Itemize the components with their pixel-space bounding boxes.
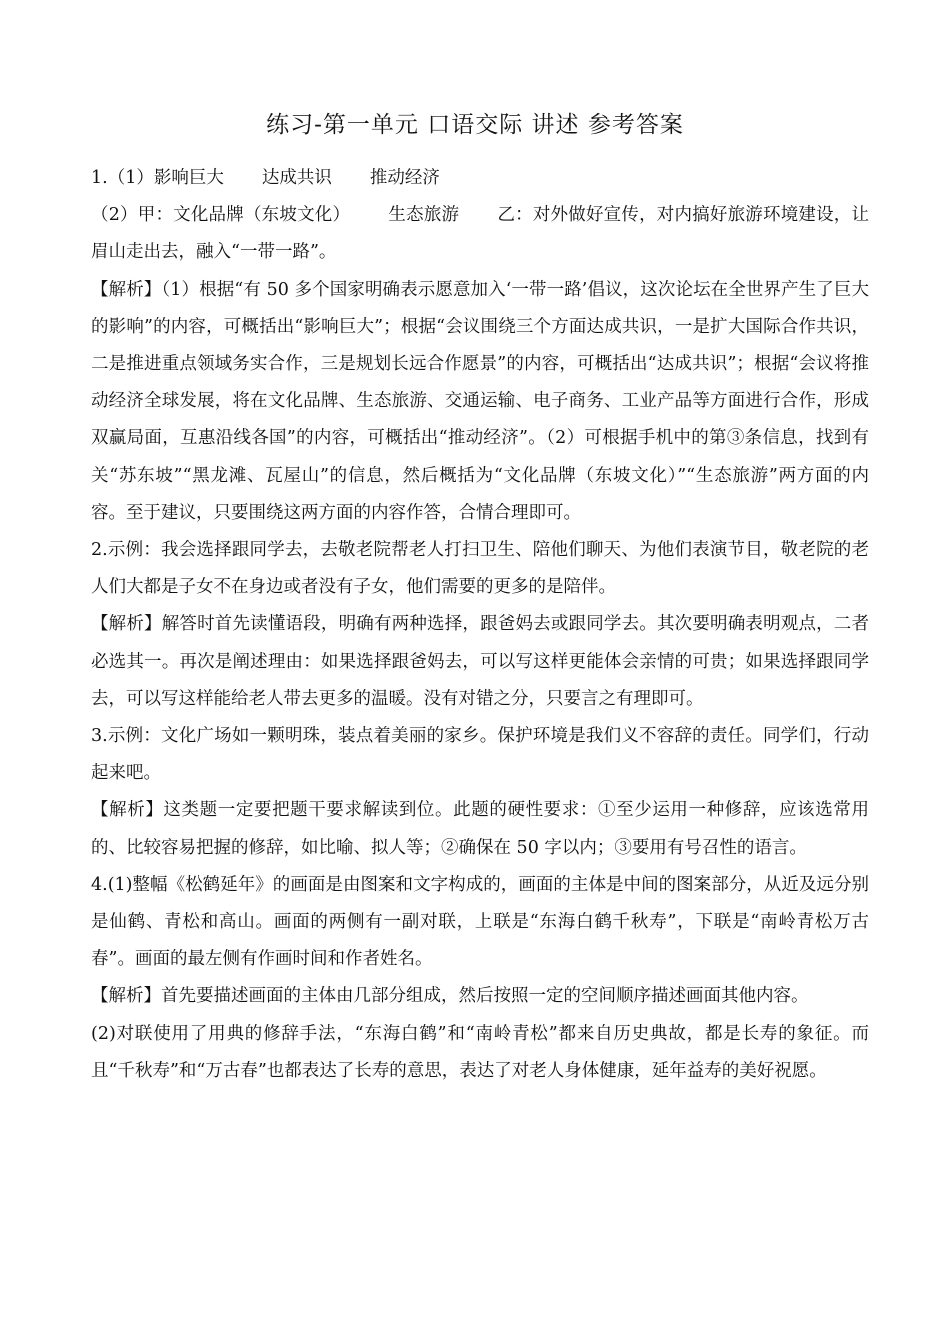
analysis-q3: 【解析】这类题一定要把题干要求解读到位。此题的硬性要求：①至少运用一种修辞，应该选常用的、比较容易把握的修辞，如比喻、拟人等；②确保在 50 字以内；③要用有号召性的语言。: [91, 800, 869, 858]
page-title: 练习-第一单元 口语交际 讲述 参考答案: [266, 112, 684, 138]
answer-q1-part1: [91, 160, 869, 197]
answer-q2: 2.示例：我会选择跟同学去，去敬老院帮老人打扫卫生、陪他们聊天、为他们表演节目，敬老院的老人们大都是子女不在身边或者没有子女，他们需要的更多的是陪伴。: [91, 540, 869, 598]
answer-q1-2-c: 乙：对外做好宣传，对内搞好旅游环境建设，让眉山走出去，融入“一带一路”。: [91, 205, 870, 263]
answer-q1-1-c: 推动经济: [369, 168, 440, 188]
answer-q1-part2: [91, 197, 869, 271]
answer-q4-part2: (2)对联使用了用典的修辞手法，“东海白鹤”和“南岭青松”都来自历史典故，都是长寿的象征。而且“千秋寿”和“万古春”也都表达了长寿的意思，表达了对老人身体健康，延年益寿的美好祝愿。: [91, 1023, 869, 1081]
answer-q1-1-b: 达成共识: [261, 168, 332, 188]
analysis-q4-part1: 【解析】首先要描述画面的主体由几部分组成，然后按照一定的空间顺序描述画面其他内容。: [91, 986, 809, 1007]
answer-q3: 3.示例：文化广场如一颗明珠，装点着美丽的家乡。保护环境是我们义不容辞的责任。同学们，行动起来吧。: [91, 726, 869, 784]
analysis-q1: 【解析】（1）根据“有 50 多个国家明确表示愿意加入‘一带一路’倡议，这次论坛在全世界产生了巨大的影响”的内容，可概括出“影响巨大”；根据“会议围绕三个方面达成共识，一是扩大国际合作共识，二是推进重点领域务实合作，三是规划长远合作愿景”的内容，可概括出“达成共识”；根据“会议将推动经济全球发展，将在文化品牌、生态旅游、交通运输、电子商务、工业产品等方面进行合作，形成双赢局面，互惠沿线各国”的内容，可概括出“推动经济”。（2）可根据手机中的第③条信息，找到有关“苏东坡”“黑龙滩、瓦屋山”的信息，然后概括为“文化品牌（东坡文化）”“生态旅游”两方面的内容。至于建议，只要围绕这两方面的内容作答，合情合理即可。: [91, 279, 869, 523]
answer-q1-2-b: 生态旅游: [388, 205, 460, 226]
analysis-q2: 【解析】解答时首先读懂语段，明确有两种选择，跟爸妈去或跟同学去。其次要明确表明观点，二者必选其一。再次是阐述理由：如果选择跟爸妈去，可以写这样更能体会亲情的可贵；如果选择跟同学去，可以写这样能给老人带去更多的温暖。没有对错之分，只要言之有理即可。: [91, 614, 869, 709]
answer-q1-2-a: （2）甲：文化品牌（东坡文化）: [91, 205, 351, 226]
answer-q4-part1: 4.(1)整幅《松鹤延年》的画面是由图案和文字构成的，画面的主体是中间的图案部分，从近及远分别是仙鹤、青松和高山。画面的两侧有一副对联，上联是“东海白鹤千秋寿”，下联是“南岭青松万古春”。画面的最左侧有作画时间和作者姓名。: [91, 874, 869, 970]
answer-q1-1-a: 1.（1）影响巨大: [91, 168, 224, 188]
answer-content: [91, 160, 869, 1090]
